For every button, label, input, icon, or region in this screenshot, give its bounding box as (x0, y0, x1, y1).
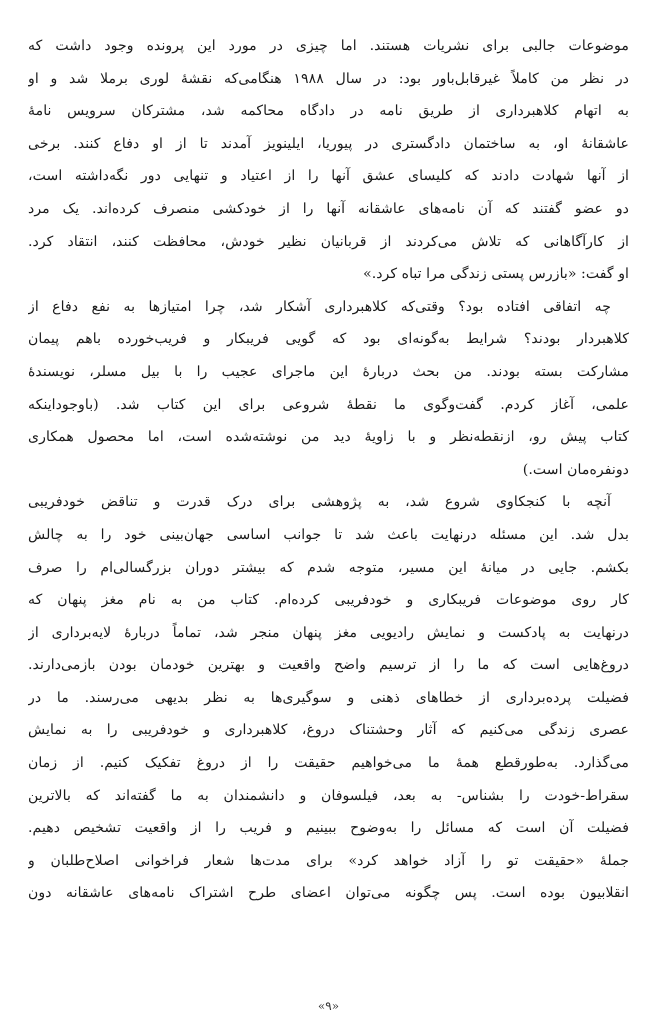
text-line-first: آنچه با کنجکاوی شروع شد، به پژوهشی برای درک قدرت و تناقض خودفریبی (28, 494, 611, 511)
text-line-last: دونفره‌مان است.) (522, 461, 629, 478)
text-line: می‌گذارد. به‌طورقطع همهٔ ما می‌خواهیم حقیقت را از دروغ تفکیک کنیم. از زمان (28, 755, 629, 772)
text-line: فضیلت پرده‌برداری از خطاهای ذهنی و سوگیری‌ها به نظر بدیهی می‌رسند. ما در (28, 689, 629, 706)
text-line: عاشقانهٔ او، به ساختمان دادگستری در پیوریا، ایلینویز آمدند تا از او دفاع کنند. برخی (28, 135, 629, 152)
paragraph-2 (28, 291, 629, 487)
paragraph-1 (28, 30, 629, 291)
text-line: جملهٔ «حقیقت تو را آزاد خواهد کرد» برای مدت‌ها شعار فراخوانی اصلاح‌طلبان و (28, 852, 629, 869)
text-line: مشارکت بسته بودند. من بحث دربارهٔ این ماجرای عجیب را با بیل مسلر، نویسندهٔ (28, 363, 629, 380)
text-line: عصری زندگی می‌کنیم که آثار وحشتناک دروغ، کلاهبرداری و خودفریبی را به نمایش (28, 722, 629, 739)
text-line: از کارآگاهانی که تلاش می‌کردند از قربانیان نظیر خودش، محافظت کنند، انتقاد کرد. (28, 233, 629, 250)
text-line: کتاب پیش رو، ازنقطه‌نظر و با زاویهٔ دید من نوشته‌شده است، اما محصول همکاری (28, 429, 629, 446)
text-line: بدل شد. این مسئله درنهایت باعث شد تا جوانب اساسی جهان‌بینی خود را به چالش (28, 526, 629, 543)
text-line: فضیلت آن است که مسائل را به‌وضوح ببینیم و فریب را از واقعیت تشخیص دهیم. (28, 820, 629, 837)
text-line: درنهایت به پادکست و نمایش رادیویی مغز پنهان منجر شد، تماماً دربارهٔ لایه‌برداری از (28, 624, 629, 641)
text-line: موضوعات جالبی برای نشریات هستند. اما چیزی در مورد این پرونده وجود داشت که (28, 38, 629, 54)
page-number: «۹» (317, 999, 340, 1013)
page-body (28, 30, 629, 990)
text-line-first: چه اتفاقی افتاده بود؟ وقتی‌که کلاهبرداری آشکار شد، چرا امتیازها به نفع دفاع از (28, 298, 611, 315)
text-line: دو عضو گفتند که آن نامه‌های عاشقانه آنها را از خودکشی منصرف کرده‌اند. یک مرد (28, 200, 629, 217)
text-line: بکشم. جایی در میانهٔ این مسیر، متوجه شدم که بیشتر دوران بزرگسالی‌ام را صرف (28, 559, 629, 576)
text-line: در نظر من کاملاً غیرقابل‌باور بود: در سال ۱۹۸۸ هنگامی‌که نقشهٔ لوری برملا شد و او (28, 70, 629, 87)
text-line: از آنها شهادت دادند که کلیسای عشق آنها را از اعتیاد و تنهایی دور نگه‌داشته است، (28, 168, 629, 185)
text-line: کار روی موضوعات فریبکاری و خودفریبی کرده‌ام. کتاب من به نام مغز پنهان که (28, 592, 629, 609)
text-line: کلاهبردار بودند؟ شرایط به‌گونه‌ای بود که گویی فریبکار و فریب‌خورده باهم پیمان (28, 331, 629, 348)
paragraph-3 (28, 486, 629, 910)
text-line: به اتهام کلاهبرداری از طریق نامه در دادگاه محاکمه شد، مشترکان سرویس نامهٔ (28, 103, 629, 120)
text-line: علمی، آغاز کردم. گفت‌وگوی ما نقطهٔ شروعی برای این کتاب شد. (باوجوداینکه (28, 396, 629, 413)
text-line: سقراط-خودت را بشناس- به بعد، فیلسوفان و دانشمندان به ما گفته‌اند که بالاترین (28, 787, 629, 804)
text-line: انقلابیون بوده است. پس چگونه می‌توان اعضای طرح اشتراک نامه‌های عاشقانه دون (28, 885, 629, 902)
text-line: دروغ‌هایی است که ما را از ترسیم واضح واقعیت و بهترین خودمان بودن بازمی‌دارند. (28, 657, 629, 674)
text-line-last: او گفت: «بازرس پستی زندگی مرا تباه کرد.» (363, 266, 629, 283)
